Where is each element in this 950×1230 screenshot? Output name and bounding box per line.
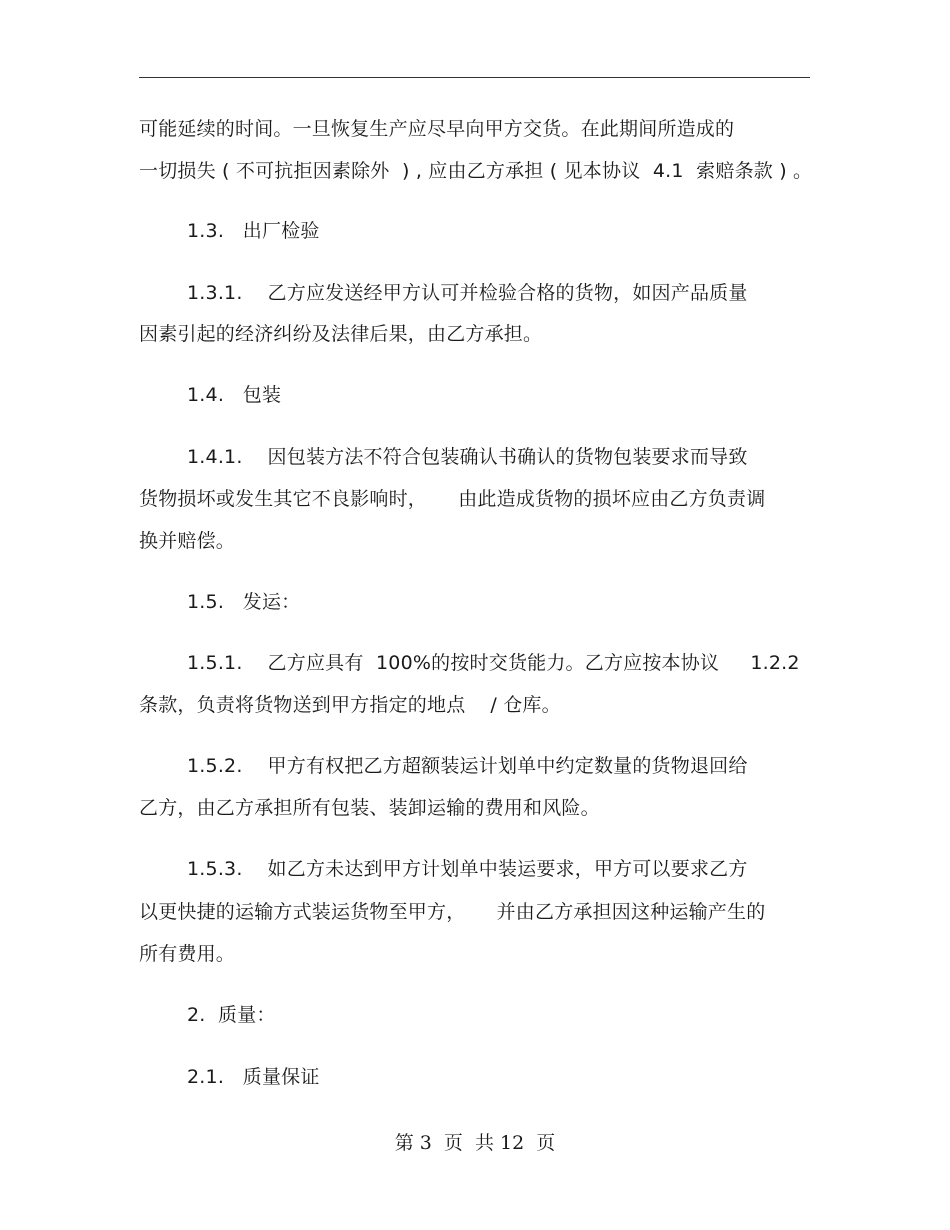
body-line: 1.3.1. 乙方应发送经甲方认可并检验合格的货物，如因产品质量 xyxy=(187,282,748,304)
body-line: 1.5.3. 如乙方未达到甲方计划单中装运要求，甲方可以要求乙方 xyxy=(187,858,748,880)
section-heading: 2.1. 质量保证 xyxy=(187,1066,320,1088)
body-line: 1.5.1. 乙方应具有 100%的按时交货能力。乙方应按本协议 1.2.2 xyxy=(187,652,800,674)
body-line: 所有费用。 xyxy=(139,943,236,965)
body-line: 乙方，由乙方承担所有包装、装卸运输的费用和风险。 xyxy=(139,797,600,819)
body-line: 因素引起的经济纠纷及法律后果，由乙方承担。 xyxy=(139,323,543,345)
body-line: 换并赔偿。 xyxy=(139,530,236,552)
body-line: 1.4.1. 因包装方法不符合包装确认书确认的货物包装要求而导致 xyxy=(187,446,748,468)
page-footer: 第 3 页 共 12 页 xyxy=(394,1132,556,1154)
body-line: 1.5.2. 甲方有权把乙方超额装运计划单中约定数量的货物退回给 xyxy=(187,755,748,777)
header-rule xyxy=(139,77,810,78)
section-heading: 1.5. 发运： xyxy=(187,591,301,613)
section-heading: 1.4. 包装 xyxy=(187,384,282,406)
section-heading: 2. 质量： xyxy=(187,1004,276,1026)
body-line: 货物损坏或发生其它不良影响时， 由此造成货物的损坏应由乙方负责调 xyxy=(139,488,766,510)
body-line: 条款，负责将货物送到甲方指定的地点 / 仓库。 xyxy=(139,694,561,716)
body-line: 一切损失 ( 不可抗拒因素除外 ) , 应由乙方承担 ( 见本协议 4.1 索赔条款 ) 。 xyxy=(139,160,813,182)
section-heading: 1.3. 出厂检验 xyxy=(187,220,320,242)
body-line: 可能延续的时间。一旦恢复生产应尽早向甲方交货。在此期间所造成的 xyxy=(139,118,735,140)
body-line: 以更快捷的运输方式装运货物至甲方， 并由乙方承担因这种运输产生的 xyxy=(139,901,766,923)
